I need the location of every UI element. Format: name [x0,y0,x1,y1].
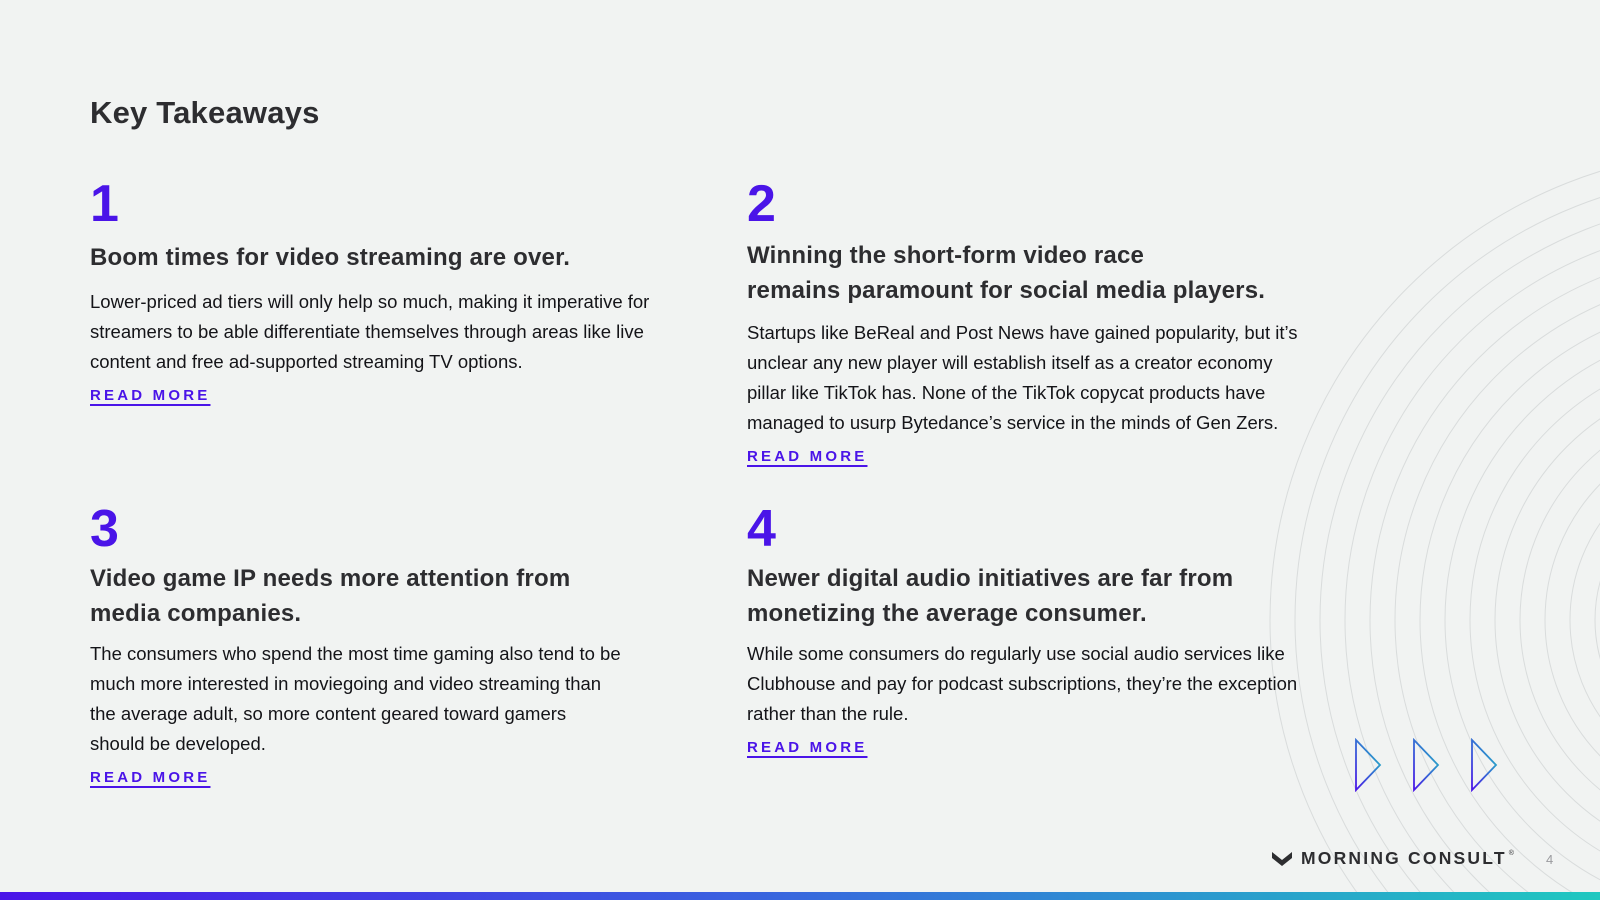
takeaway-heading: Boom times for video streaming are over. [90,244,571,271]
takeaway-number: 4 [747,500,776,558]
bottom-gradient-bar [0,892,1600,900]
takeaway-card-4 [747,500,1357,757]
footer-brand [1271,848,1514,869]
takeaway-body: Lower-priced ad tiers will only help so much, making it imperative for streamers to be able differentiate themselves through areas like live content and free ad-supported streaming TV options. [90,291,650,372]
read-more-link[interactable]: READ MORE [747,448,868,465]
takeaway-number: 1 [90,175,119,233]
read-more-link[interactable]: READ MORE [747,739,868,756]
play-outline-icon [1472,740,1496,790]
takeaway-card-2 [747,175,1357,466]
takeaway-card-3 [90,500,700,787]
play-outline-icon [1414,740,1438,790]
read-more-link[interactable]: READ MORE [90,387,211,404]
takeaway-heading: Video game IP needs more attention from media companies. [90,565,571,627]
page-number: 4 [1546,852,1554,867]
takeaway-body: Startups like BeReal and Post News have gained popularity, but it’s unclear any new player will establish itself as a creator economy pillar like TikTok has. None of the TikTok copycat products have managed to usurp Bytedance’s service in the minds of Gen Zers. [747,322,1298,433]
takeaway-number: 2 [747,175,776,233]
takeaway-number: 3 [90,500,119,558]
takeaway-card-1 [90,175,700,405]
brand-name: MORNING CONSULT [1301,848,1507,868]
play-outline-icon [1356,740,1380,790]
morning-consult-logo-icon [1271,850,1293,868]
takeaway-heading: Winning the short-form video race remains paramount for social media players. [747,242,1266,304]
takeaway-body: The consumers who spend the most time gaming also tend to be much more interested in moviegoing and video streaming than the average adult, so more content geared toward gamers should be developed. [90,643,621,754]
takeaway-body: While some consumers do regularly use social audio services like Clubhouse and pay for podcast subscriptions, they’re the exception rather than the rule. [747,643,1298,724]
page-title: Key Takeaways [90,95,320,130]
read-more-link[interactable]: READ MORE [90,769,211,786]
takeaway-heading: Newer digital audio initiatives are far from monetizing the average consumer. [747,565,1234,627]
play-outline-icons [1350,738,1510,792]
registered-mark: ® [1508,850,1514,857]
